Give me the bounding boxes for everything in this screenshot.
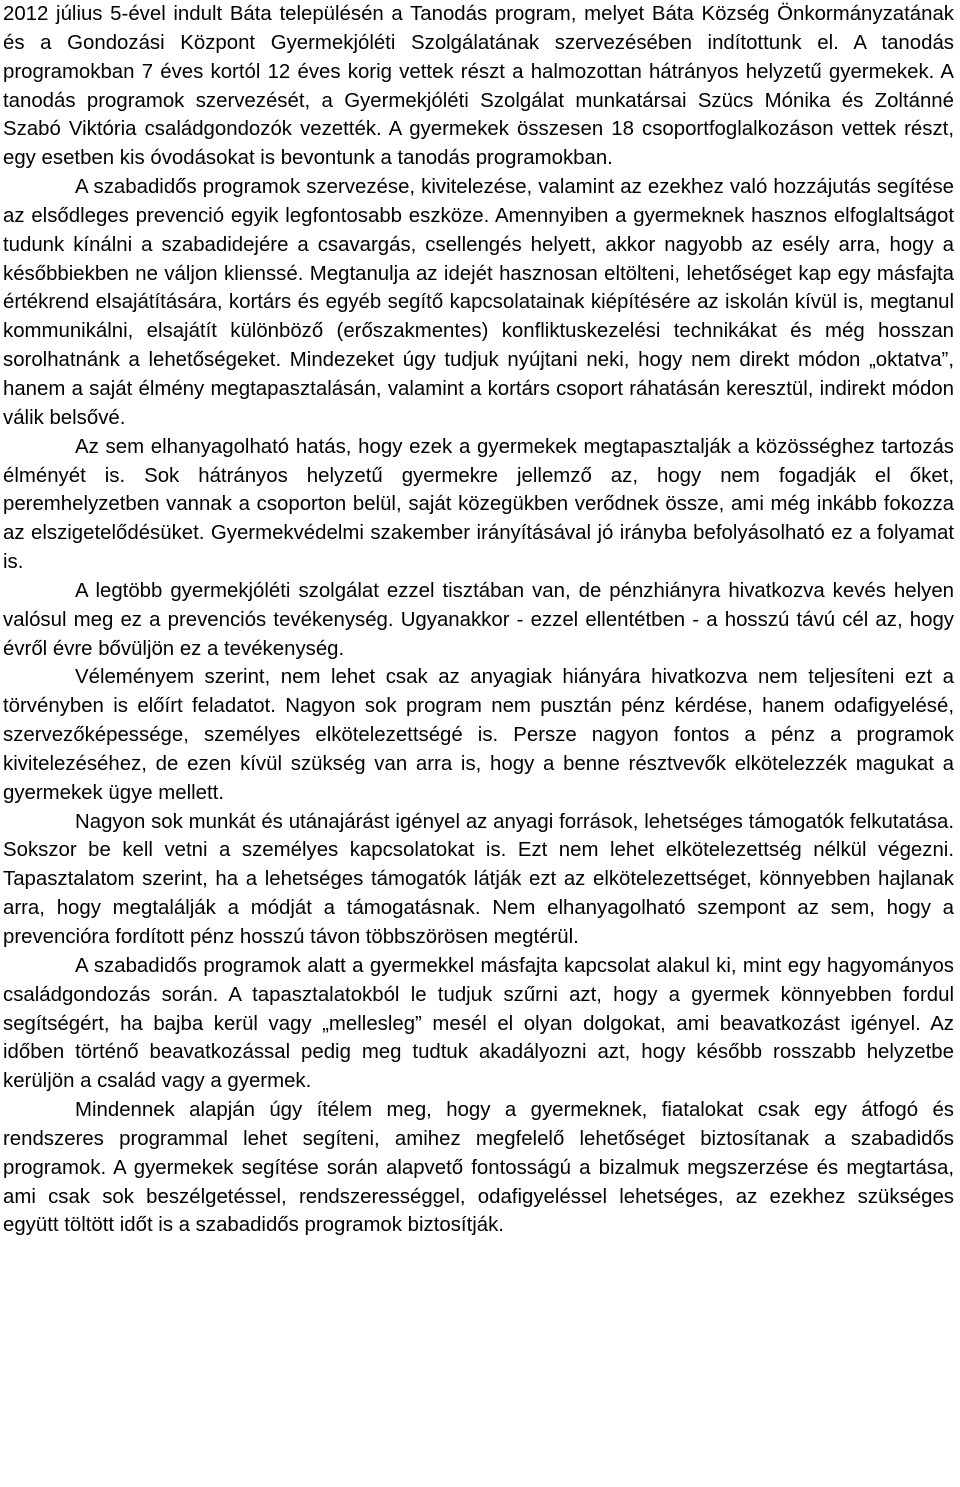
paragraph-funding: A legtöbb gyermekjóléti szolgálat ezzel tisztában van, de pénzhiányra hivatkozva kevés helyen valósul meg ez a prevenciós tevékenység. Ugyanakkor - ezzel ellentétben - a hosszú távú cél az, hogy évről évre bővüljön ez a tevékenység. <box>3 579 954 660</box>
paragraph-conclusion: Mindennek alapján úgy ítélem meg, hogy a gyermeknek, fiatalokat csak egy átfogó és rendszeres programmal lehet segíteni, amihez megfelelő lehetőséget biztosítanak a szabadidős programok. A gyermekek segítése során alapvető fontosságú a bizalmuk megszerzése és megtartása, ami csak sok beszélgetéssel, rendszerességgel, odafigyeléssel lehetséges, az ezekhez szükséges együtt töltött időt is a szabadidős programok biztosítják. <box>3 1099 954 1237</box>
paragraph-supporters: Nagyon sok munkát és utánajárást igényel az anyagi források, lehetséges támogatók felkutatása. Sokszor be kell vetni a személyes kapcsolatokat is. Ezt nem lehet elkötelezettség nélkül végezni. Tapasztalatom szerint, ha a lehetséges támogatók látják ezt az elkötelezettséget, könnyebben hajlanak arra, hogy megtalálják a módját a támogatásnak. Nem elhanyagolható szempont az sem, hogy a prevencióra fordított pénz hosszú távon többszörösen megtérül. <box>3 810 954 948</box>
paragraph-intro: 2012 július 5-ével indult Báta településén a Tanodás program, melyet Báta Község Önkormányzatának és a Gondozási Központ Gyermekjóléti Szolgálatának szervezésében indítottunk el. A tanodás programokban 7 éves kortól 12 éves korig vettek részt a halmozottan hátrányos helyzetű gyermekek. A tanodás programok szervezését, a Gyermekjóléti Szolgálat munkatársai Szücs Mónika és Zoltánné Szabó Viktória családgondozók vezették. A gyermekek összesen 18 csoportfoglalkozáson vettek részt, egy esetben kis óvodásokat is bevontunk a tanodás programokban. <box>3 3 954 170</box>
paragraph-opinion: Véleményem szerint, nem lehet csak az anyagiak hiányára hivatkozva nem teljesíteni ezt a törvényben is előírt feladatot. Nagyon sok program nem pusztán pénz kérdése, hanem odafigyelésé, szervezőképessége, személyes elkötelezettségé is. Persze nagyon fontos a pénz a programok kivitelezéséhez, de ezen kívül szükség van arra is, hogy a benne résztvevők elkötelezzék magukat a gyermekek ügye mellett. <box>3 666 954 804</box>
paragraph-community: Az sem elhanyagolható hatás, hogy ezek a gyermekek megtapasztalják a közösséghez tartozás élményét is. Sok hátrányos helyzetű gyermekre jellemző az, hogy nem fogadják el őket, peremhelyzetben vannak a csoporton belül, saját közegükben verődnek össze, ami még inkább fokozza az elszigetelődésüket. Gyermekvédelmi szakember irányításával jó irányba befolyásolható ez a folyamat is. <box>3 435 954 574</box>
paragraph-free-time-programs: A szabadidős programok szervezése, kivitelezése, valamint az ezekhez való hozzájutás segítése az elsődleges prevenció egyik legfontosabb eszköze. Amennyiben a gyermeknek hasznos elfoglaltságot tudunk kínálni a szabadidejére a csavargás, csellengés helyett, akkor nagyobb az esély arra, hogy a későbbiekben ne váljon klienssé. Megtanulja az idejét hasznosan eltölteni, lehetőséget kap egy másfajta értékrend elsajátítására, kortárs és egyéb segítő kapcsolatainak kiépítésére az iskolán kívül is, megtanul kommunikálni, elsajátít különböző (erőszakmentes) konfliktuskezelési technikákat és még hosszan sorolhatnánk a lehetőségeket. Mindezeket úgy tudjuk nyújtani neki, hogy nem direkt módon „oktatva”, hanem a saját élmény megtapasztalásán, valamint a kortárs csoport ráhatásán keresztül, indirekt módon válik belsővé. <box>3 176 954 429</box>
paragraph-relationship: A szabadidős programok alatt a gyermekkel másfajta kapcsolat alakul ki, mint egy hagyományos családgondozás során. A tapasztalatokból le tudjuk szűrni azt, hogy a gyermek könnyebben fordul segítségért, ha bajba kerül vagy „mellesleg” mesél el olyan dolgokat, ami beavatkozást igényel. Az időben történő beavatkozással pedig meg tudtuk akadályozni azt, hogy később rosszabb helyzetbe kerüljön a család vagy a gyermek. <box>3 954 954 1093</box>
